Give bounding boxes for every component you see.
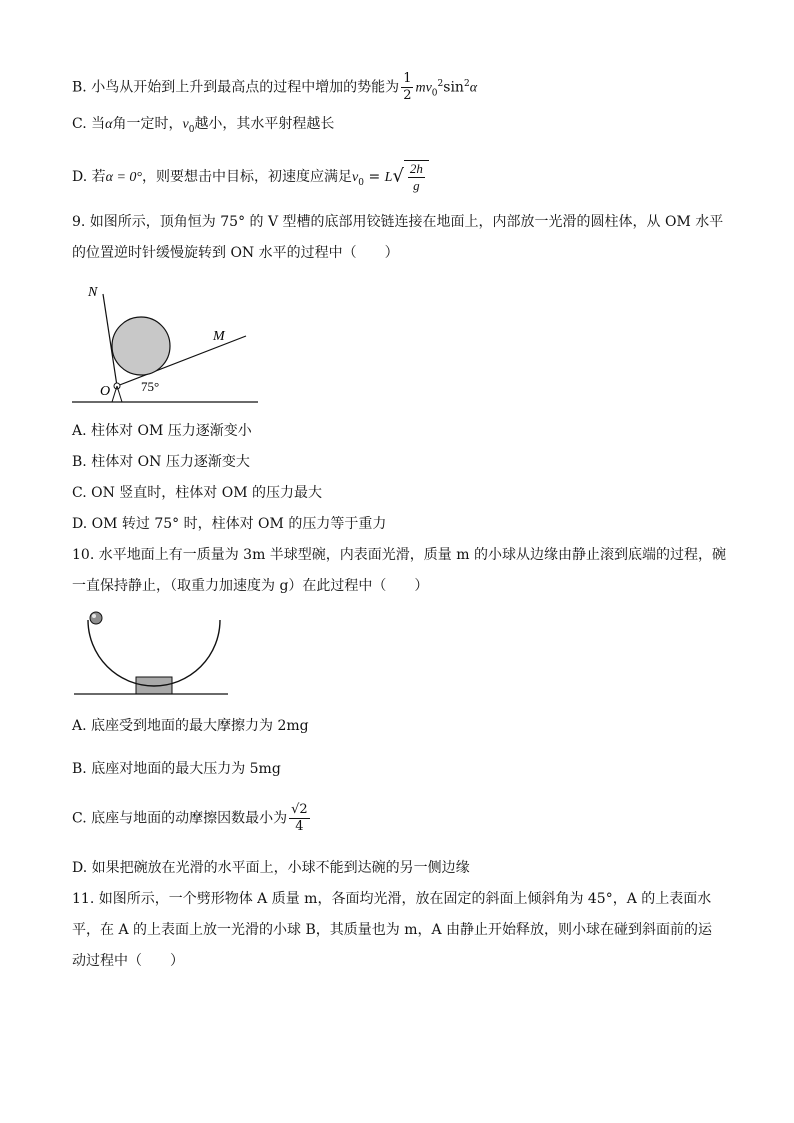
q8-option-d-label: D. 若 <box>72 169 106 185</box>
q10-option-b: B. 底座对地面的最大压力为 5mg <box>72 761 281 777</box>
q10-stem-line-1: 10. 水平地面上有一质量为 3m 半球型碗，内表面光滑，质量 m 的小球从边缘由静止滚到底端的过程，碗 <box>72 547 726 563</box>
q8-option-b-text: B. 小鸟从开始到上升到最高点的过程中增加的势能为 <box>72 79 400 96</box>
q8-option-c-tail: 越小，其水平射程越长 <box>194 116 335 132</box>
alpha-symbol: α <box>105 117 113 132</box>
superscript: 2 <box>463 78 470 89</box>
q10-stem-line-2: 一直保持静止，（取重力加速度为 g）在此过程中（ ） <box>72 578 429 594</box>
q10-option-c <box>72 802 312 835</box>
fraction-denominator: 4 <box>295 819 304 834</box>
q8-option-d <box>72 160 429 194</box>
fraction-numerator: 1 <box>403 71 412 86</box>
fraction-denominator: g <box>413 178 420 193</box>
q11-line-3: 动过程中（ ） <box>72 953 184 969</box>
q10-option-c-text: C. 底座与地面的动摩擦因数最小为 <box>72 810 288 827</box>
label-o: O <box>100 384 111 399</box>
q8-option-b-formula: mv <box>415 80 432 96</box>
subscript: 0 <box>188 124 195 135</box>
q9-v-groove-figure <box>70 278 270 408</box>
q10-option-d: D. 如果把碗放在光滑的水平面上，小球不能到达碗的另一侧边缘 <box>72 860 470 876</box>
q8-option-b-fraction <box>401 71 413 104</box>
velocity-symbol: v <box>182 117 189 132</box>
q9-option-d: D. OM 转过 75° 时，柱体对 OM 的压力等于重力 <box>72 516 387 532</box>
length-symbol: L <box>384 170 393 185</box>
q9-stem-line-2: 的位置逆时针缓慢旋转到 ON 水平的过程中（ ） <box>72 245 399 261</box>
alpha-symbol: α <box>469 80 478 96</box>
label-n: N <box>88 285 98 300</box>
q10-bowl-figure <box>70 606 240 701</box>
q8-option-c <box>72 114 334 140</box>
superscript: 2 <box>437 78 444 89</box>
q11-line-1: 11. 如图所示，一个劈形物体 A 质量 m，各面均光滑，放在固定的斜面上倾斜角为 45°，A 的上表面水 <box>72 891 712 907</box>
q11-line-2: 平，在 A 的上表面上放一光滑的小球 B，其质量也为 m，A 由静止开始释放，则小球在碰到斜面前的运 <box>72 922 713 938</box>
q8-option-d-mid: ，则要想击中目标，初速度应满足 <box>142 169 353 185</box>
q8-option-d-condition: α = 0° <box>105 170 143 185</box>
q9-option-c: C. ON 竖直时，柱体对 OM 的压力最大 <box>72 485 323 501</box>
fraction-numerator: √2 <box>291 802 308 817</box>
equals-sign: = <box>364 169 385 185</box>
fraction-denominator: 2 <box>403 88 412 103</box>
q8-option-c-label: C. 当 <box>72 116 106 132</box>
q8-option-b <box>72 71 477 104</box>
label-m: M <box>213 329 225 344</box>
fraction-numerator: 2h <box>409 161 423 176</box>
q9-option-a: A. 柱体对 OM 压力逐渐变小 <box>72 423 252 439</box>
q9-stem-line-1: 9. 如图所示，顶角恒为 75° 的 V 型槽的底部用铰链连接在地面上，内部放一光滑的圆柱体，从 OM 水平 <box>72 214 724 230</box>
q10-option-c-fraction <box>289 802 310 835</box>
q8-option-c-mid: 角一定时， <box>112 116 183 132</box>
velocity-symbol: v <box>352 170 359 185</box>
sin-text: sin <box>443 79 464 96</box>
square-root: √ $\frac{2h}{g}$ <box>392 160 428 194</box>
subscript: 0 <box>358 177 364 188</box>
q9-option-b: B. 柱体对 ON 压力逐渐变大 <box>72 454 250 470</box>
label-angle: 75° <box>141 379 160 394</box>
q10-option-a: A. 底座受到地面的最大摩擦力为 2mg <box>72 718 309 734</box>
subscript: 0 <box>431 88 438 99</box>
